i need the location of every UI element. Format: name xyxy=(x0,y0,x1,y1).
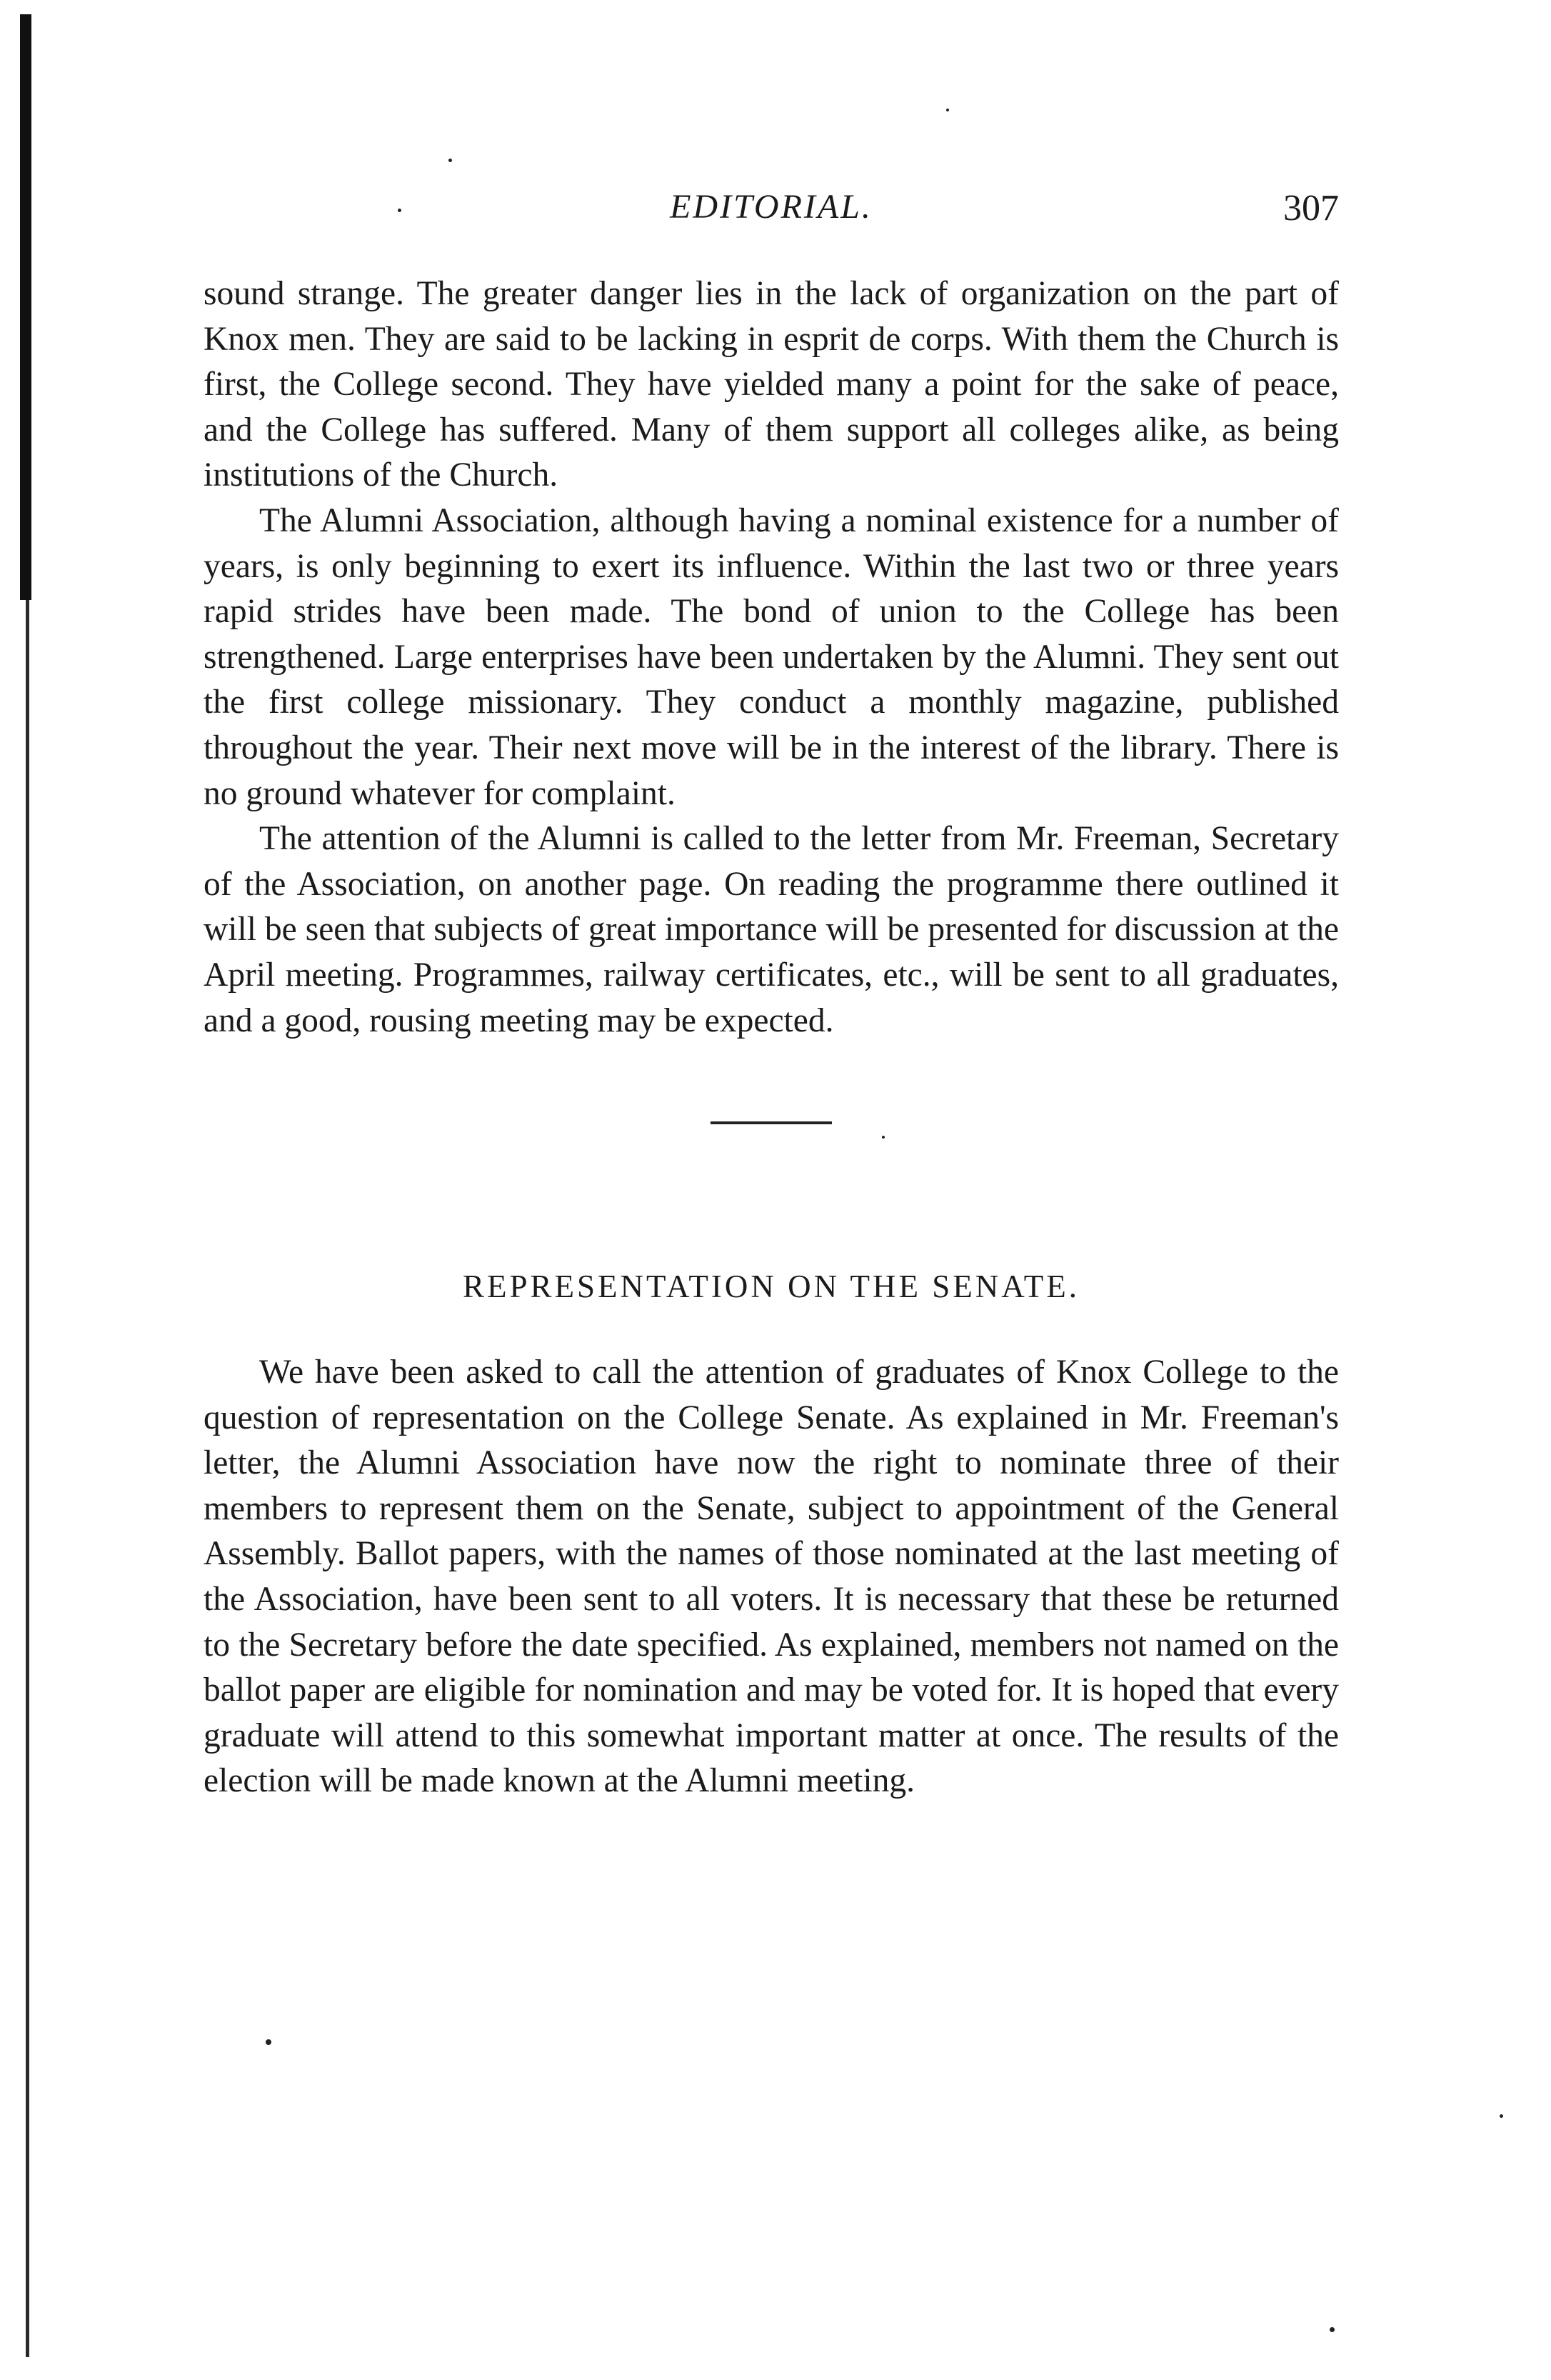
scan-speck xyxy=(266,2039,271,2045)
scan-speck xyxy=(1500,2114,1503,2118)
section-paragraph-1: We have been asked to call the attention of graduates of Knox College to the question of representation on the College Senate. As explained in Mr. Freeman's letter, the Alumni Association have now the right to nominate three of their members to represent them on the Senate, subject to appointment of the General Assembly. Ballot papers, with the names of those nominated at the last meeting of the Association, have been sent to all voters. It is necessary that these be returned to the Secretary before the date specified. As explained, members not named on the ballot paper are eligible for nomination and may be voted for. It is hoped that every graduate will attend to this somewhat important matter at once. The results of the election will be made known at the Alumni meeting. xyxy=(204,1354,1339,1800)
editorial-body xyxy=(204,271,1339,1044)
paragraph-3: The attention of the Alumni is called to the letter from Mr. Freeman, Secretary of the Association, on another page. On reading the programme there outlined it will be seen that subjects of great importance will be presented for discussion at the April meeting. Programmes, railway certificates, etc., will be sent to all graduates, and a good, rousing meeting may be expected. xyxy=(204,820,1339,1039)
paragraph-1: sound strange. The greater danger lies in the lack of organization on the part of Knox men. They are said to be lacking in esprit de corps. With them the Church is first, the College second. They have yielded many a point for the sake of peace, and the College has suffered. Many of them support all colleges alike, as being institutions of the Church. xyxy=(204,275,1339,494)
section-heading: REPRESENTATION ON THE SENATE. xyxy=(462,1269,1080,1304)
scan-speck xyxy=(398,209,401,212)
scan-speck xyxy=(946,109,949,111)
binding-edge xyxy=(20,14,31,600)
paragraph-2: The Alumni Association, although having a nominal existence for a number of years, is only beginning to exert its influence. Within the last two or three years rapid strides have been made. The bond of union to the College has been strengthened. Large enterprises have been undertaken by the Alumni. They sent out the first college missionary. They conduct a monthly magazine, published throughout the year. Their next move will be in the interest of the library. There is no ground whatever for complaint. xyxy=(204,501,1339,812)
section-body xyxy=(204,1350,1339,1804)
page-number: 307 xyxy=(1283,188,1339,229)
running-head xyxy=(204,187,1339,237)
binding-edge-shadow xyxy=(26,600,29,2357)
scan-speck xyxy=(448,159,452,162)
scan-speck xyxy=(882,1136,885,1139)
scan-speck xyxy=(1330,2327,1335,2332)
running-title: EDITORIAL. xyxy=(670,188,873,226)
section-divider xyxy=(711,1121,832,1124)
